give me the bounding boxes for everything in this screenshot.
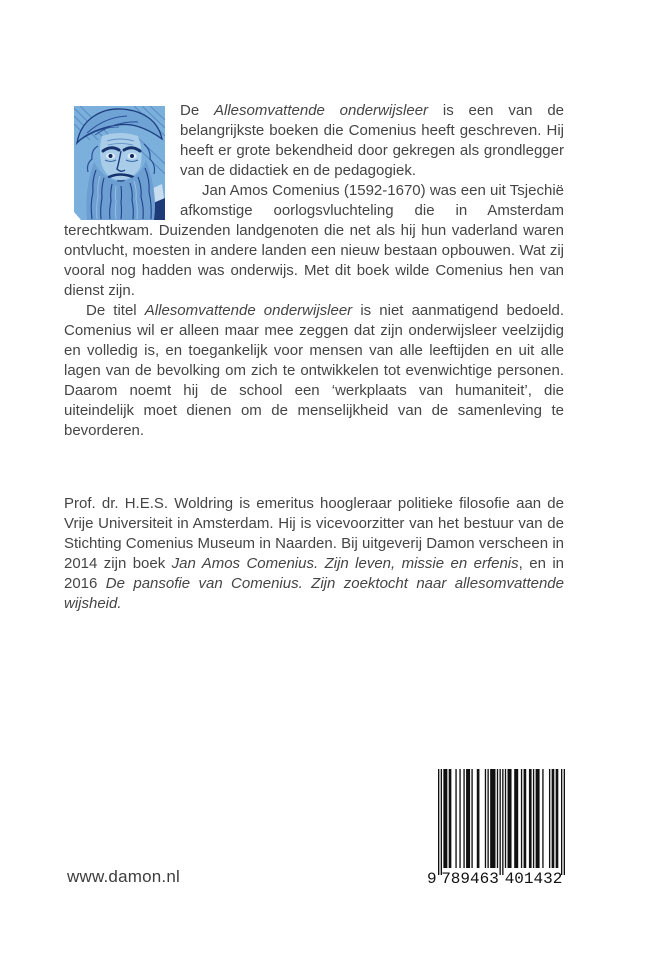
- publisher-website: www.damon.nl: [67, 867, 180, 886]
- author-bio: Prof. dr. H.E.S. Woldring is emeritus hoogleraar politieke filosofie aan de Vrije Universiteit in Amsterdam. Hij is vicevoorzitter van het bestuur van de Stichting Comenius Museum in Naarden. Bij uitgeverij Damon verscheen in 2014 zijn boek Jan Amos Comenius. Zijn leven, missie en erfenis, en in 2016 De pansofie van Comenius. Zijn zoektocht naar allesomvattende wijsheid.: [64, 495, 564, 612]
- synopsis-paragraph-3: De titel Allesomvattende onderwijsleer is niet aanmatigend bedoeld. Comenius wil er alleen maar mee zeggen dat zijn onderwijsleer veelzijdig en volledig is, en toegankelijk voor mensen van alle leeftijden en uit alle lagen van de bevolking om zich te ontwikkelen tot evenwichtige personen. Daarom noemt hij de school een ‘werkplaats van humaniteit’, die uiteindelijk moet dienen om de menselijkheid van de samenleving te bevorderen.: [64, 302, 565, 439]
- barcode-digits-left: 789463: [441, 870, 499, 885]
- ean13-barcode: [427, 769, 572, 885]
- comenius-portrait-svg: [74, 106, 165, 220]
- synopsis-paragraph-1-text: De Allesomvattende onderwijsleer is een van de belangrijkste boeken die Comenius heeft geschreven. Hij heeft er grote bekendheid door gekregen als grondlegger van de didactiek en de pedagogiek.: [180, 102, 565, 179]
- barcode-digit-first: 9: [427, 870, 437, 885]
- barcode-digits-right: 401432: [504, 870, 563, 885]
- synopsis-paragraph-1: [64, 101, 564, 181]
- synopsis-block: [64, 101, 564, 441]
- synopsis-paragraph-2: Jan Amos Comenius (1592-1670) was een uit Tsjechië afkomstige oorlogsvluchteling die in Amsterdam terechtkwam. Duizenden landgenoten die net als hij hun vaderland waren ontvlucht, moesten in andere landen een nieuw bestaan opbouwen. Wat zij vooral nog hadden was onderwijs. Met dit boek wilde Comenius hen van dienst zijn.: [64, 182, 564, 299]
- comenius-portrait-image: [74, 106, 165, 220]
